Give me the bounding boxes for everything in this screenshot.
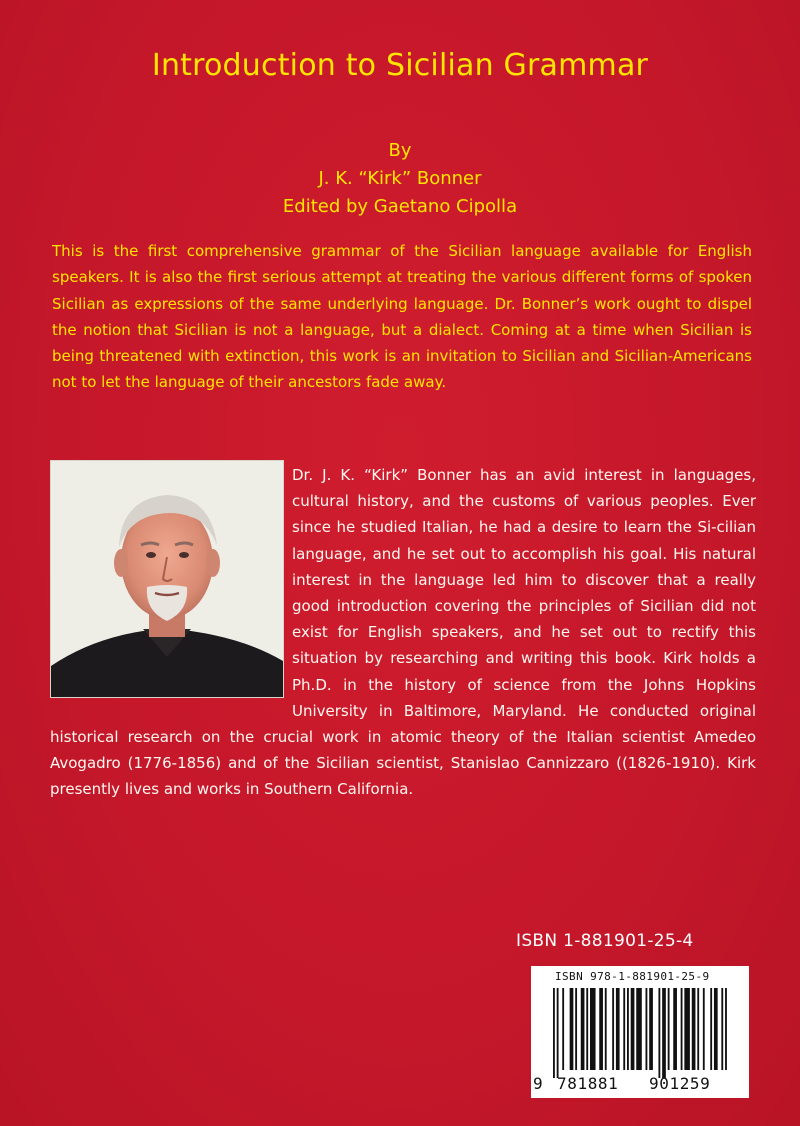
barcode-bar xyxy=(649,988,653,1070)
barcode-bar xyxy=(599,988,603,1070)
author-bio-block xyxy=(50,462,756,803)
barcode-bar xyxy=(684,988,690,1070)
author-bio: Dr. J. K. “Kirk” Bonner has an avid interest in languages, cultural history, and the customs of various peoples. Ever since he studied Italian, he had a desire to learn the Si-cilian language, and he set out to accomplish his goal. His natural interest in the language led him to discover that a really good introduction covering the principles of Sicilian did not exist for English speakers, and he set out to rectify this situation by researching and writing this book. Kirk holds a Ph.D. in the history of science from the Johns Hopkins University in Baltimore, Maryland. He conducted original historical research on the crucial work in atomic theory of the Italian scientist Amedeo Avogadro (1776-1856) and of the Sicilian scientist, Stanislao Cannizzaro ((1826-1910). Kirk presently lives and works in Southern California. xyxy=(50,466,756,799)
barcode-bar xyxy=(658,988,660,1078)
barcode-bar xyxy=(570,988,574,1070)
barcode-bar xyxy=(590,988,596,1070)
barcode-bar xyxy=(668,988,670,1070)
barcode-bar xyxy=(612,988,614,1070)
barcode-bar xyxy=(575,988,577,1070)
barcode-bar xyxy=(646,988,648,1070)
barcode-bar xyxy=(627,988,629,1070)
barcode-bar xyxy=(605,988,607,1070)
barcode-isbn-label: ISBN 978-1-881901-25-9 xyxy=(555,970,710,983)
barcode-bar xyxy=(692,988,696,1070)
isbn-text: ISBN 1-881901-25-4 xyxy=(516,931,694,951)
barcode-bar xyxy=(721,988,723,1070)
barcode-bar xyxy=(697,988,699,1070)
barcode-digits-left: 781881 xyxy=(557,1074,619,1093)
editor-credit: Edited by Gaetano Cipolla xyxy=(282,196,518,217)
barcode xyxy=(531,966,749,1098)
barcode-bar xyxy=(703,988,705,1070)
book-title: Introduction to Sicilian Grammar xyxy=(151,48,649,83)
barcode-bar xyxy=(631,988,635,1070)
barcode-bar xyxy=(662,988,666,1078)
barcode-bar xyxy=(553,988,555,1078)
barcode-bar xyxy=(616,988,620,1070)
author-name: J. K. “Kirk” Bonner xyxy=(318,168,482,189)
book-description: This is the first comprehensive grammar of the Sicilian language available for English speakers. It is also the first serious attempt at treating the various different forms of spoken Sicilian as expressions of the same underlying language. Dr. Bonner’s work ought to dispel the notion that Sicilian is not a language, but a dialect. Coming at a time when Sicilian is being threatened with extinction, this work is an invitation to Sicilian and Sicilian-Americans not to let the language of their ancestors fade away. xyxy=(52,242,752,392)
barcode-digits-right: 901259 xyxy=(649,1074,711,1093)
barcode-bar xyxy=(714,988,718,1070)
barcode-bar xyxy=(725,988,727,1070)
barcode-digit-first: 9 xyxy=(533,1074,544,1093)
barcode-bar xyxy=(636,988,642,1070)
barcode-bar xyxy=(586,988,588,1070)
barcode-bars xyxy=(545,988,735,1078)
barcode-bar xyxy=(673,988,677,1070)
barcode-bar xyxy=(681,988,683,1070)
barcode-bar xyxy=(557,988,559,1078)
barcode-bar xyxy=(581,988,585,1070)
by-label: By xyxy=(388,140,412,161)
barcode-bar xyxy=(710,988,712,1070)
author-photo xyxy=(50,460,284,698)
barcode-bar xyxy=(562,988,564,1070)
barcode-bar xyxy=(623,988,625,1070)
